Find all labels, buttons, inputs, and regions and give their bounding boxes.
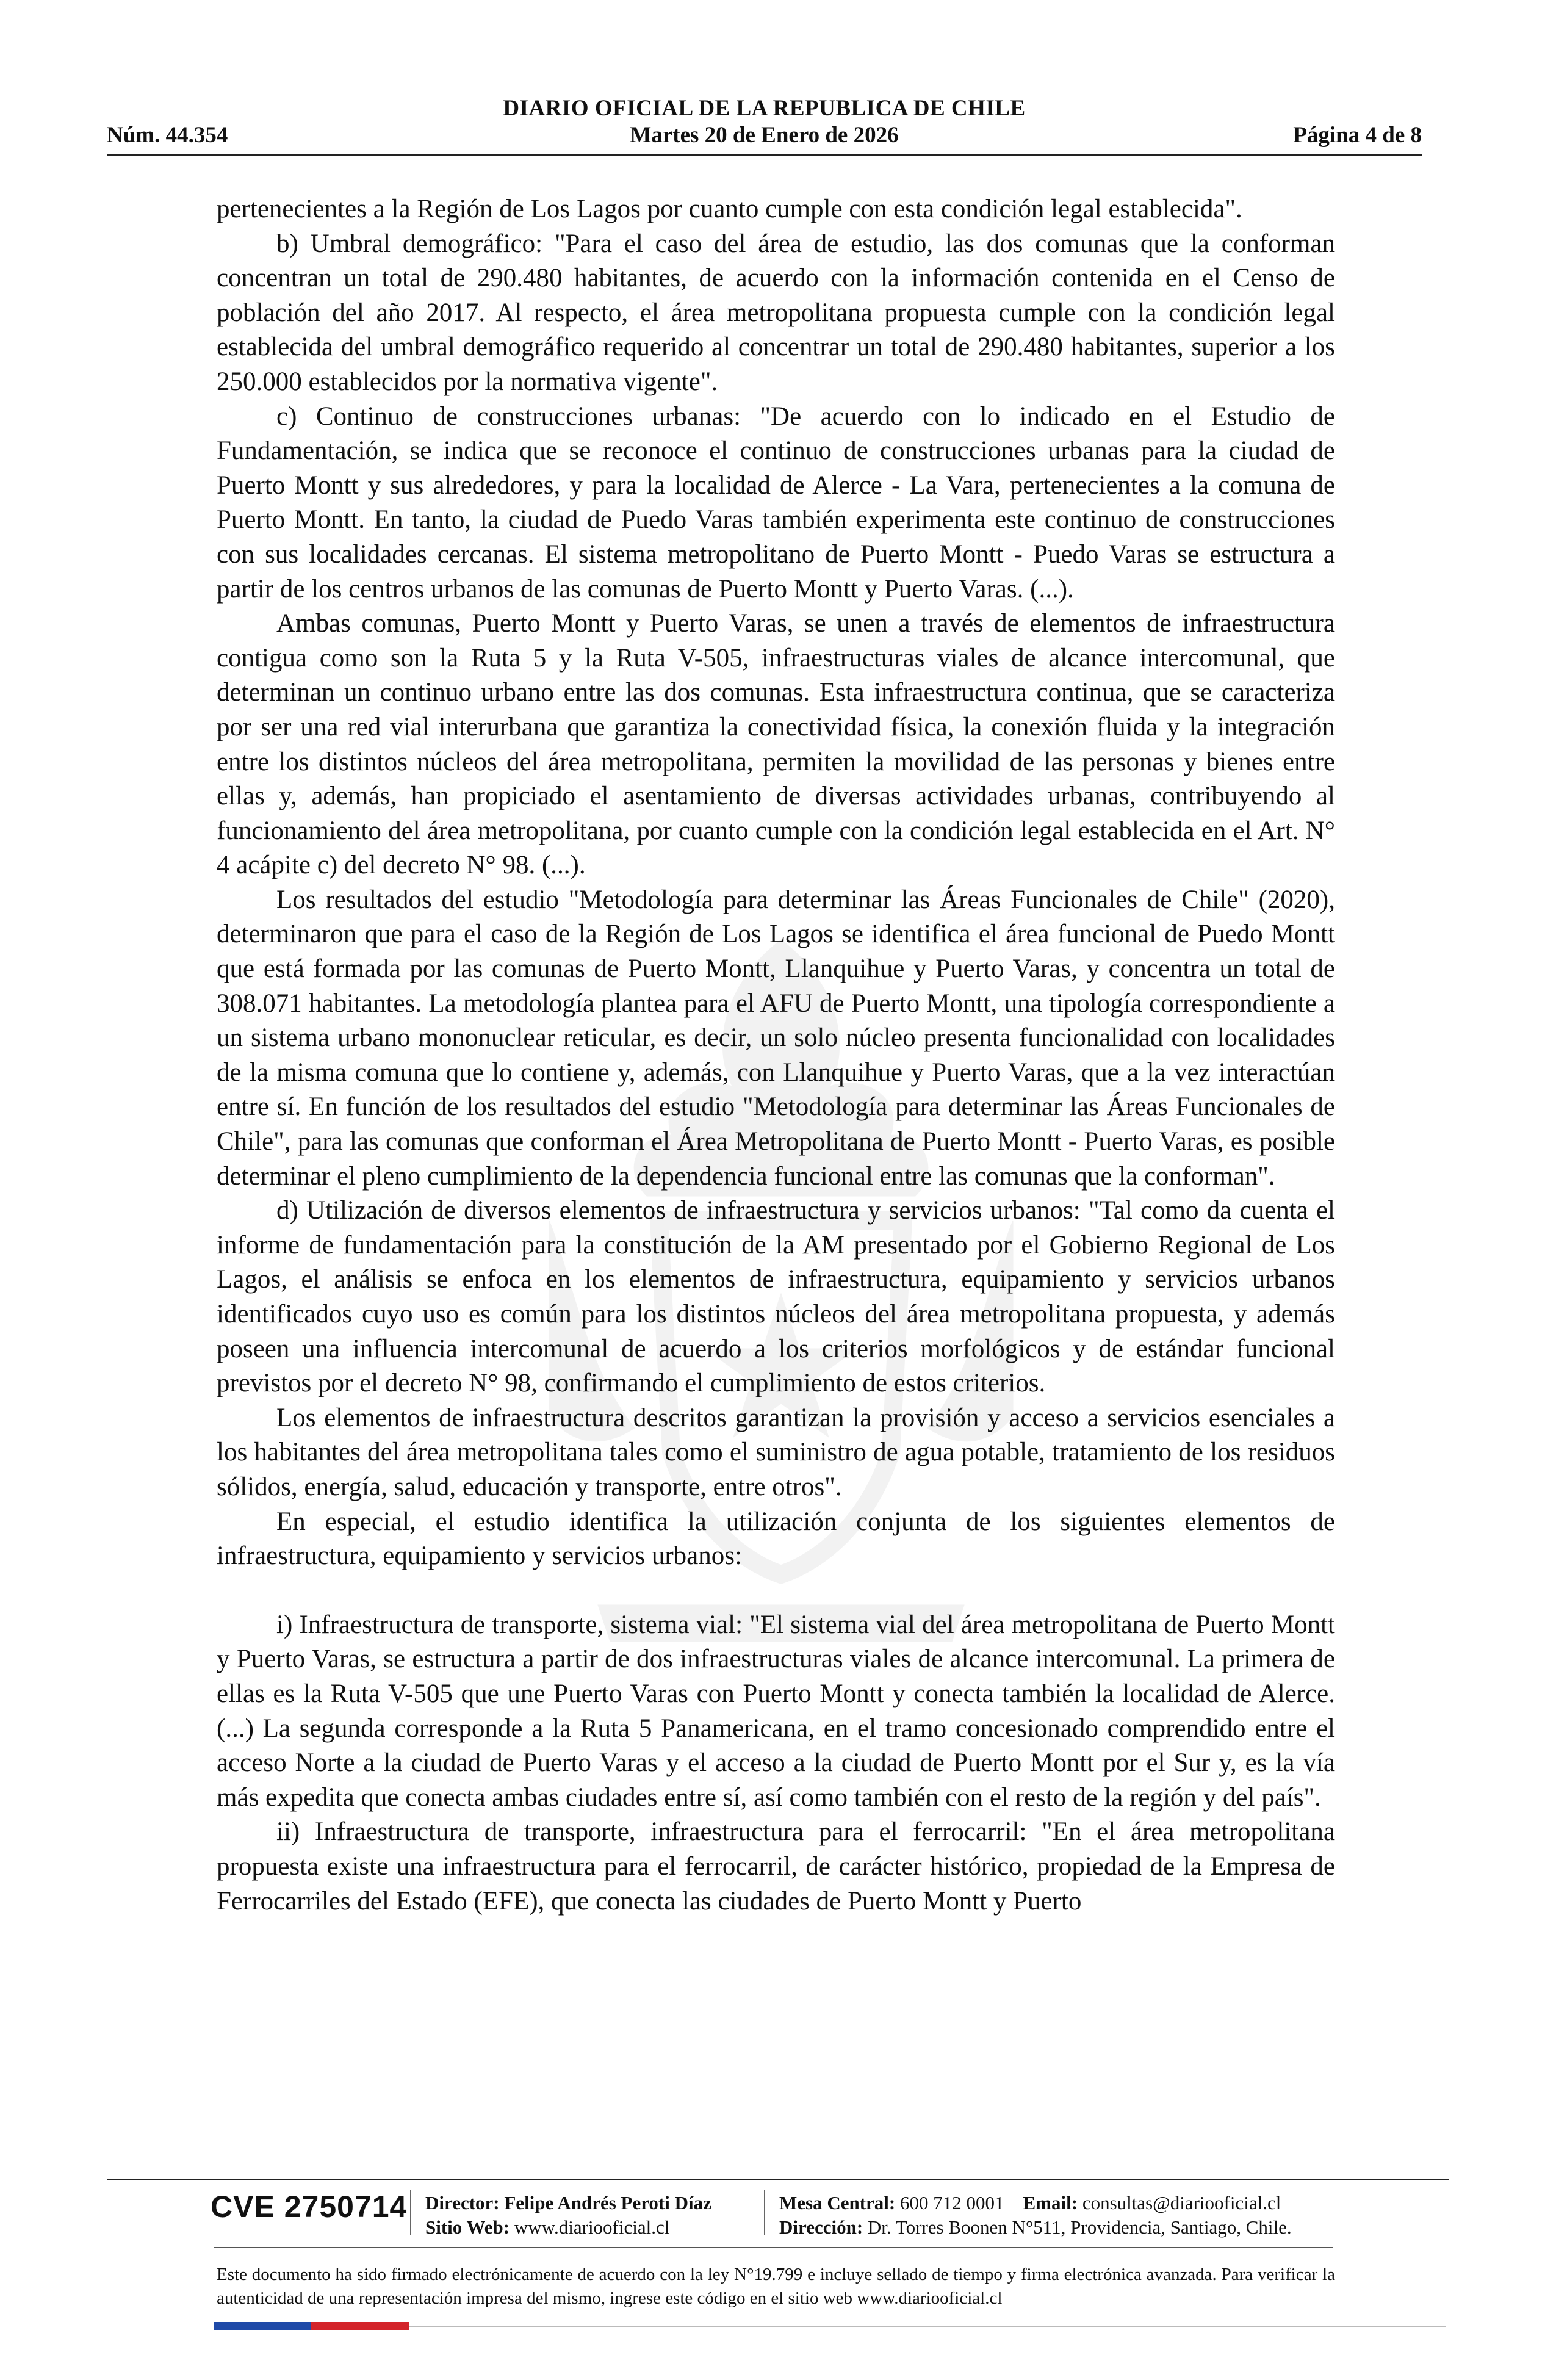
footer-divider bbox=[107, 2179, 1449, 2180]
paragraph: Los elementos de infraestructura descritos garantizan la provisión y acceso a servicios esenciales a los habitantes del área metropolitana tales como el suministro de agua potable, tratamiento de los residuos sólidos, energía, salud, educación y transporte, entre otros". bbox=[217, 1403, 1335, 1501]
footer-inner-divider bbox=[214, 2247, 1333, 2248]
mesa-label: Mesa Central: bbox=[779, 2192, 896, 2213]
header-divider bbox=[107, 154, 1422, 156]
paragraph: pertenecientes a la Región de Los Lagos por cuanto cumple con esta condición legal establecida". bbox=[217, 195, 1242, 223]
footer-contact-block bbox=[779, 2191, 1292, 2240]
site-label: Sitio Web: bbox=[425, 2216, 510, 2238]
paragraph: Ambas comunas, Puerto Montt y Puerto Varas, se unen a través de elementos de infraestructura contigua como son la Ruta 5 y la Ruta V-505, infraestructuras viales de alcance intercomunal, que determinan un continuo urbano entre las dos comunas. Esta infraestructura continua, que se caracteriza por ser una red vial interurbana que garantiza la conectividad física, la conexión fluida y la integración entre los distintos núcleos del área metropolitana, permiten la movilidad de las personas y bienes entre ellas y, además, han propiciado el asentamiento de diversas actividades urbanas, contribuyendo al funcionamiento del área metropolitana, por cuanto cumple con la condición legal establecida en el Art. N° 4 acápite c) del decreto N° 98. (...). bbox=[217, 609, 1335, 880]
publication-title: DIARIO OFICIAL DE LA REPUBLICA DE CHILE bbox=[503, 96, 1026, 121]
flag-stripe-blue bbox=[214, 2322, 311, 2330]
paragraph: En especial, el estudio identifica la utilización conjunta de los siguientes elementos de infraestructura, equipamiento y servicios urbanos: bbox=[217, 1507, 1335, 1571]
director-name: Felipe Andrés Peroti Díaz bbox=[504, 2192, 711, 2213]
document-body bbox=[217, 192, 1335, 1919]
legal-notice: Este documento ha sido firmado electrónicamente de acuerdo con la ley N°19.799 e incluye sellado de tiempo y firma electrónica avanzada. Para verificar la autenticidad de una representación impresa del mismo, ingrese este código en el sitio web www.diariooficial.cl bbox=[217, 2265, 1335, 2308]
flag-stripe-red bbox=[311, 2322, 409, 2330]
address-label: Dirección: bbox=[779, 2216, 863, 2238]
director-label: Director: bbox=[425, 2192, 500, 2213]
paragraph: d) Utilización de diversos elementos de infraestructura y servicios urbanos: "Tal como da cuenta el informe de fundamentación para la constitución de la AM presentado por el Gobierno Regional de Los Lagos, el análisis se enfoca en los elementos de infraestructura, equipamiento y servicios urbanos identificados cuyo uso es común para los distintos núcleos del área metropolitana propuesta, y además poseen una influencia intercomunal de acuerdo a los criterios morfológicos y de estándar funcional previstos por el decreto N° 98, confirmando el cumplimiento de estos criterios. bbox=[217, 1196, 1335, 1398]
footer-separator bbox=[764, 2190, 765, 2235]
page-header bbox=[107, 92, 1422, 150]
footer-separator bbox=[410, 2190, 411, 2235]
paragraph: b) Umbral demográfico: "Para el caso del área de estudio, las dos comunas que la conforman concentran un total de 290.480 habitantes, de acuerdo con la información contenida en el Censo de población del año 2017. Al respecto, el área metropolitana propuesta cumple con la condición legal establecida del umbral demográfico requerido al concentrar un total de 290.480 habitantes, superior a los 250.000 establecidos por la normativa vigente". bbox=[217, 229, 1335, 396]
cve-code: CVE 2750714 bbox=[211, 2190, 408, 2224]
paragraph: Los resultados del estudio "Metodología para determinar las Áreas Funcionales de Chile" (2020), determinaron que para el caso de la Región de Los Lagos se identifica el área funcional de Puedo Montt que está formada por las comunas de Puerto Montt, Llanquihue y Puerto Varas, y concentra un total de 308.071 habitantes. La metodología plantea para el AFU de Puerto Montt, una tipología correspondiente a un sistema urbano mononuclear reticular, es decir, un solo núcleo presenta funcionalidad con localidades de la misma comuna que lo contiene y, además, con Llanquihue y Puerto Varas, que a la vez interactúan entre sí. En función de los resultados del estudio "Metodología para determinar las Áreas Funcionales de Chile", para las comunas que conforman el Área Metropolitana de Puerto Montt - Puerto Varas, es posible determinar el pleno cumplimiento de la dependencia funcional entre las comunas que la conforman". bbox=[217, 885, 1335, 1191]
footer-bottom-rule bbox=[409, 2326, 1446, 2327]
publication-date: Martes 20 de Enero de 2026 bbox=[630, 123, 899, 148]
page-indicator: Página 4 de 8 bbox=[1293, 123, 1422, 148]
email-label: Email: bbox=[1023, 2192, 1078, 2213]
paragraph: c) Continuo de construcciones urbanas: "De acuerdo con lo indicado en el Estudio de Fundamentación, se indica que se reconoce el continuo de construcciones urbanas para la ciudad de Puerto Montt y sus alrededores, y para la localidad de Alerce - La Vara, pertenecientes a la comuna de Puerto Montt. En tanto, la ciudad de Puedo Varas también experimenta este continuo de construcciones con sus localidades cercanas. El sistema metropolitano de Puerto Montt - Puedo Varas se estructura a partir de los centros urbanos de las comunas de Puerto Montt y Puerto Varas. (...). bbox=[217, 402, 1335, 604]
paragraph: ii) Infraestructura de transporte, infraestructura para el ferrocarril: "En el área metropolitana propuesta existe una infraestructura para el ferrocarril, de carácter histórico, propiedad de la Empresa de Ferrocarriles del Estado (EFE), que conecta las ciudades de Puerto Montt y Puerto bbox=[217, 1817, 1335, 1916]
paragraph: i) Infraestructura de transporte, sistema vial: "El sistema vial del área metropolitana de Puerto Montt y Puerto Varas, se estructura a partir de dos infraestructuras viales de alcance intercomunal. La primera de ellas es la Ruta V-505 que une Puerto Varas con Puerto Montt y conecta también la localidad de Alerce. (...) La segunda corresponde a la Ruta 5 Panamericana, en el tramo concesionado comprendido entre el acceso Norte a la ciudad de Puerto Varas y el acceso a la ciudad de Puerto Montt por el Sur y, es la vía más expedita que conecta ambas ciudades entre sí, así como también con el resto de la región y del país". bbox=[217, 1610, 1335, 1812]
footer-director-block bbox=[425, 2191, 711, 2240]
issue-number: Núm. 44.354 bbox=[107, 123, 228, 148]
site-link[interactable]: www.diariooficial.cl bbox=[514, 2216, 670, 2238]
mesa-phone: 600 712 0001 bbox=[900, 2192, 1004, 2213]
email-link[interactable]: consultas@diariooficial.cl bbox=[1082, 2192, 1281, 2213]
address-value: Dr. Torres Boonen N°511, Providencia, Santiago, Chile. bbox=[867, 2216, 1292, 2238]
